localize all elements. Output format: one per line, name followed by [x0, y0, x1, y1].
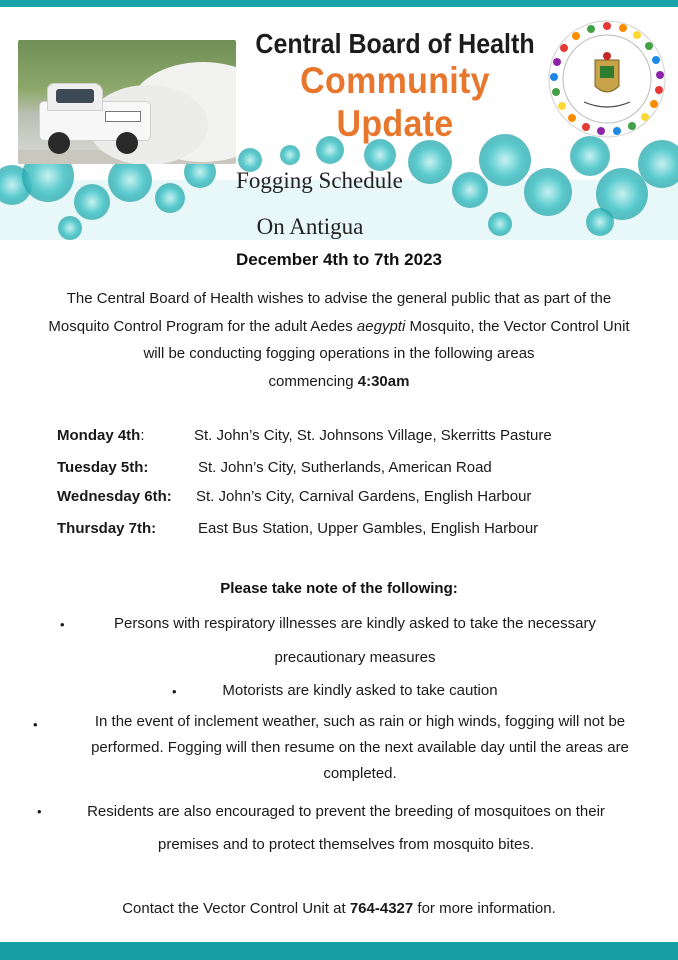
notes-heading: Please take note of the following: — [220, 580, 458, 597]
schedule-areas: St. John’s City, St. Johnsons Village, Skerritts Pasture — [194, 427, 552, 444]
bullet-1: • — [60, 617, 65, 632]
note-3-line-2: performed. Fogging will then resume on the next available day until the areas are — [91, 739, 629, 756]
note-item — [46, 795, 646, 861]
fogging-truck-photo — [18, 40, 236, 164]
bullet-2: • — [172, 684, 177, 699]
note-4-line-1: Residents are also encouraged to prevent the breeding of mosquitoes on their — [87, 803, 605, 820]
note-item — [40, 709, 678, 787]
intro-species: aegypti — [356, 317, 406, 335]
note-1-line-2: precautionary measures — [274, 649, 436, 666]
note-1-line-1: Persons with respiratory illnesses are kindly asked to take the necessary — [114, 615, 596, 632]
note-3-line-1: In the event of inclement weather, such as rain or high winds, fogging will not be — [94, 713, 626, 730]
top-accent-bar — [0, 0, 678, 7]
bullet-3: • — [33, 717, 38, 732]
date-range: December 4th to 7th 2023 — [236, 250, 442, 269]
board-of-health-seal — [548, 20, 666, 138]
intro-line-3: will be conducting fogging operations in the following areas — [143, 345, 535, 362]
org-name: Central Board of Health — [255, 28, 535, 60]
schedule-day: Monday 4th: — [57, 427, 145, 444]
bullet-4: • — [37, 804, 42, 819]
note-4-line-2: premises and to protect themselves from mosquito bites. — [158, 836, 534, 853]
page-title: Community Update — [300, 60, 490, 145]
contact-line — [0, 900, 678, 917]
note-3-line-3: completed. — [323, 765, 397, 782]
schedule-areas: East Bus Station, Upper Gambles, English Harbour — [198, 520, 539, 537]
intro-commencing: commencing — [268, 372, 358, 390]
contact-text-end: for more information. — [413, 900, 556, 917]
subtitle-fogging-schedule: Fogging Schedule — [236, 168, 403, 193]
subtitle-on-antigua: On Antigua — [256, 214, 364, 239]
bottom-accent-bar — [0, 942, 678, 960]
contact-text: Contact the Vector Control Unit at — [122, 900, 350, 917]
intro-line-2a: Mosquito Control Program for the adult Aedes — [48, 317, 357, 335]
schedule-areas: St. John’s City, Carnival Gardens, English Harbour — [196, 488, 532, 505]
note-item: Motorists are kindly asked to take caution — [222, 682, 498, 699]
intro-paragraph — [8, 285, 670, 395]
schedule-day: Wednesday 6th: — [57, 488, 172, 505]
intro-line-4 — [269, 373, 410, 390]
note-item — [70, 609, 640, 673]
intro-line-2b: Mosquito, the Vector Control Unit — [405, 317, 630, 335]
schedule-day: Thursday 7th: — [57, 520, 157, 537]
intro-start-time: 4:30am — [357, 372, 410, 390]
schedule-day: Tuesday 5th: — [57, 459, 149, 476]
intro-line-1: The Central Board of Health wishes to advise the general public that as part of the — [66, 290, 612, 307]
schedule-areas: St. John’s City, Sutherlands, American Road — [198, 459, 492, 476]
contact-phone: 764-4327 — [349, 900, 414, 917]
